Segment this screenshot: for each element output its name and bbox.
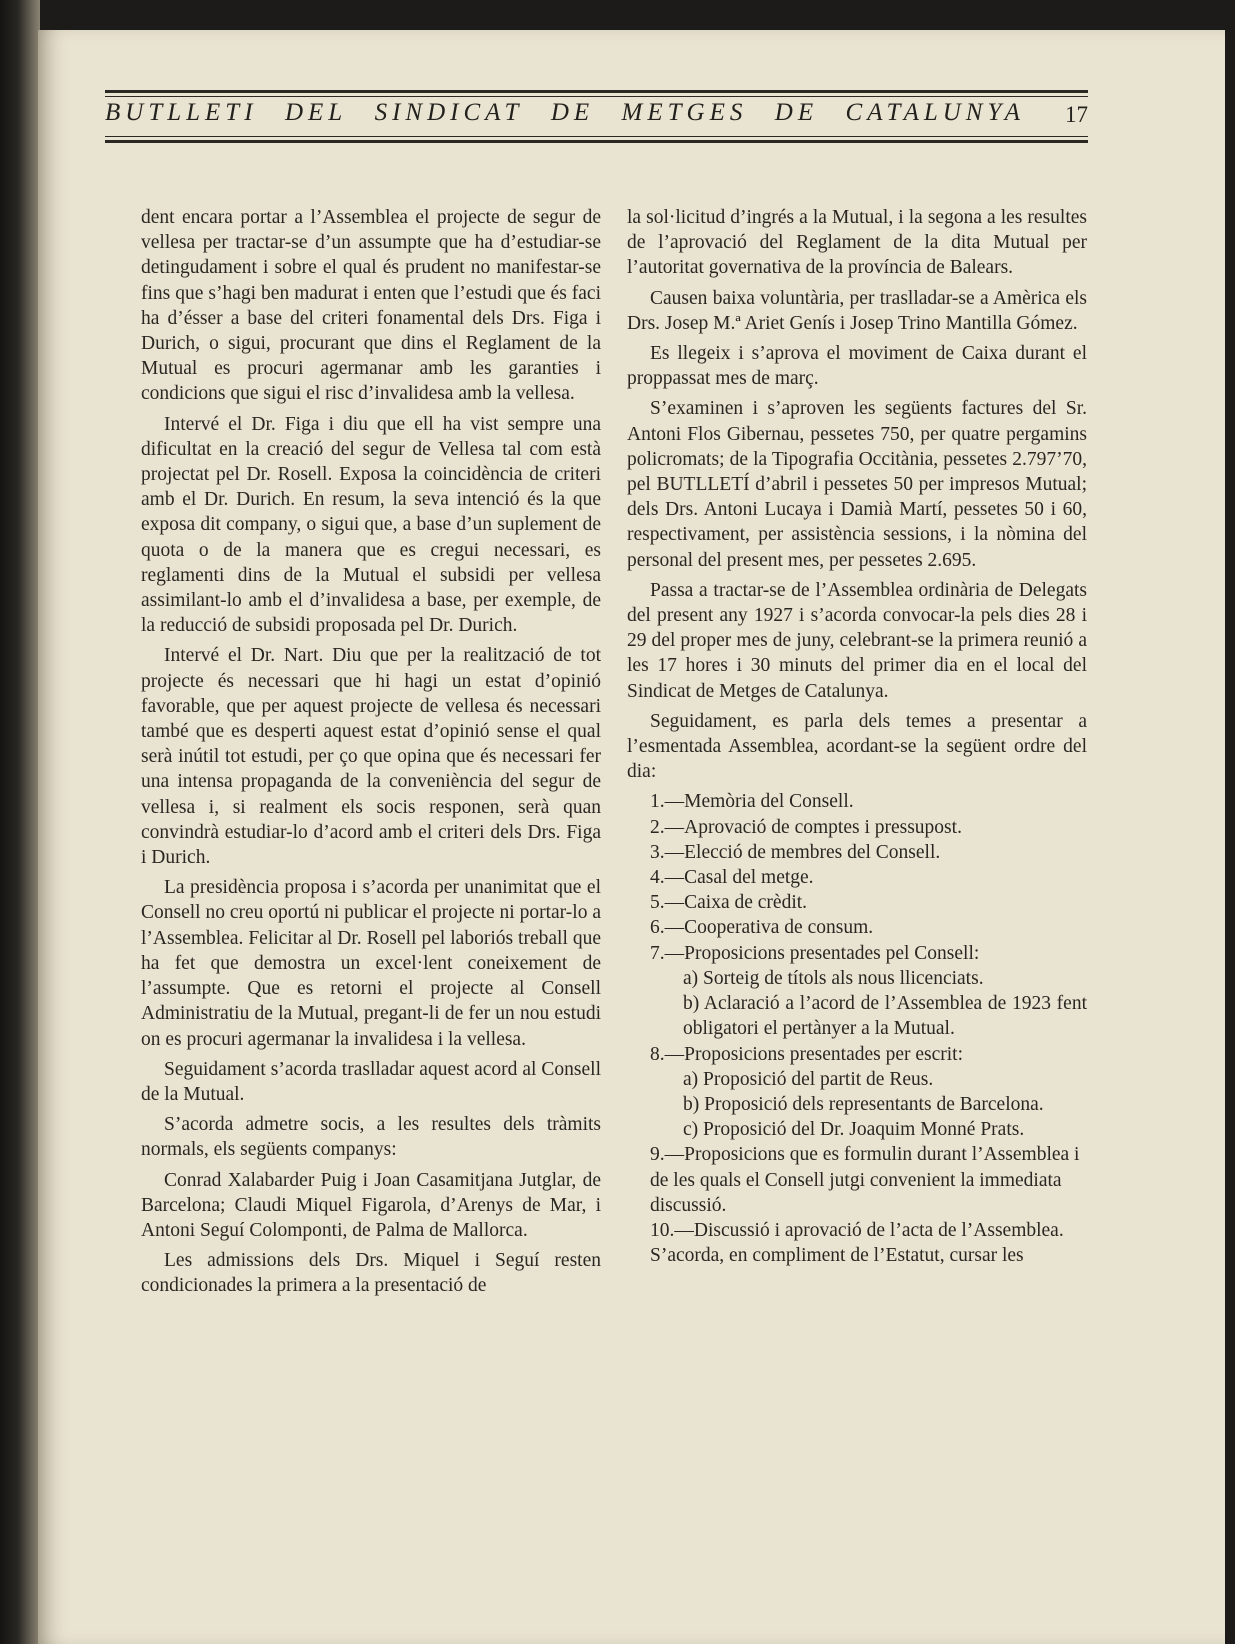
agenda-subitem: c) Proposició del Dr. Joaquim Monné Prats. (683, 1119, 1025, 1141)
agenda-item: 5.—Caixa de crèdit. (650, 892, 808, 914)
header-rule-bottom (105, 140, 1088, 143)
agenda-item: 1.—Memòria del Consell. (650, 791, 854, 813)
agenda-item: 4.—Casal del metge. (650, 867, 814, 889)
paragraph: S’acorda admetre socis, a les resultes dels tràmits normals, els següents companys: (141, 1114, 601, 1161)
paragraph: la sol·licitud d’ingrés a la Mutual, i la segona a les resultes de l’aprovació del Reglament de la dita Mutual per l’autoritat governativa de la província de Balears. (627, 207, 1087, 279)
paragraph: Seguidament, es parla dels temes a presentar a l’esmentada Assemblea, acordant-se la següent ordre del dia: (627, 710, 1087, 783)
agenda-subitem: b) Aclaració a l’acord de l’Assemblea de 1923 fent obligatori el pertànyer a la Mutual. (683, 993, 1087, 1040)
title-word: CATALUNYA (845, 99, 1025, 126)
agenda-item: 2.—Aprovació de comptes i pressupost. (650, 816, 962, 838)
paragraph: La presidència proposa i s’acorda per unanimitat que el Consell no creu oportú ni publicar el projecte ni portar-lo a l’Assemblea. Felicitar al Dr. Rosell pel laboriós treball que ha fet que demostra un excel·lent coneixement de l’assumpte. Que es retorni el projecte al Consell Administratiu de la Mutual, pregant-li de fer un nou estudi on es procuri agermanar la invalidesa i la vellesa. (141, 877, 601, 1050)
title-word: METGES (621, 99, 748, 126)
running-header (105, 90, 1088, 160)
agenda-item: 8.—Proposicions presentades per escrit: (650, 1043, 964, 1065)
page-number: 17 (1065, 102, 1088, 127)
paragraph: dent encara portar a l’Assemblea el projecte de segur de vellesa per tractar-se d’un assumpte que ha d’estudiar-se detingudament i sobre el qual és prudent no manifestar-se fins que s’hagi ben madurat i enten que l’estudi que és faci ha d’ésser a base del criteri fonamental dels Drs. Figa i Durich, o sigui, procurant que dins el Reglament de la Mutual es procuri agermanar amb les garanties i condicions que sigui el risc d’invalidesa amb la vellesa. (141, 207, 601, 405)
header-rule-bottom-thin (105, 136, 1088, 137)
title-word: SINDICAT (374, 99, 524, 126)
paragraph: S’examinen i s’aproven les següents factures del Sr. Antoni Flos Gibernau, pessetes 750, per quatre pergamins policromats; de la Tipografia Occitània, pessetes 2.797’70, pel BUTLLETÍ d’abril i pessetes 50 per impresos Mutual; dels Drs. Antoni Lucaya i Damià Martí, pessetes 50 i 60, respectivament, per assistència sessions, i la nòmina del personal del present mes, per pessetes 2.695. (627, 398, 1087, 571)
paragraph: Les admissions dels Drs. Miquel i Seguí resten condicionades la primera a la presentació de (141, 1250, 601, 1297)
title-word: DE (550, 99, 595, 126)
agenda-item: 10.—Discussió i aprovació de l’acta de l’Assemblea. (650, 1219, 1064, 1241)
paragraph: Causen baixa voluntària, per traslladar-se a Amèrica els Drs. Josep M.ª Ariet Genís i Josep Trino Mantilla Gómez. (627, 287, 1087, 334)
header-rule-top-thin (105, 96, 1088, 97)
title-word: DE (774, 99, 819, 126)
agenda-subitem: b) Proposició dels representants de Barcelona. (683, 1093, 1044, 1115)
book-spine (0, 0, 40, 1644)
title-word: DEL (284, 99, 348, 126)
paragraph: Intervé el Dr. Nart. Diu que per la realització de tot projecte és necessari que hi hagi un estat d’opinió favorable, que per aquest projecte de vellesa és necessari també que es desperti aquest estat d’opinió sense el qual serà inútil tot estudi, per ço que opina que és necessari fer una intensa propaganda de la conveniència del segur de vellesa i, si realment els socis responen, serà quan convindrà estudiar-lo d’acord amb el criteri dels Drs. Figa i Durich. (141, 645, 601, 869)
right-column (627, 205, 1087, 1268)
journal-title (105, 99, 1025, 127)
paragraph: Intervé el Dr. Figa i diu que ell ha vist sempre una dificultat en la creació del segur de Vellesa tal com està projectat pel Dr. Rosell. Exposa la coincidència de criteri amb el Dr. Durich. En resum, la seva intenció és la que exposa dit company, o sigui que, a base d’un suplement de quota o de la manera que es cregui necessari, es reglamenti dins de la Mutual el subsidi per vellesa assimilant-lo amb el d’invalidesa a base, per exemple, de la reducció de subsidi proposada pel Dr. Durich. (141, 413, 601, 637)
left-column (141, 205, 601, 1299)
paragraph: S’acorda, en compliment de l’Estatut, cursar les (650, 1245, 1024, 1267)
agenda-subitem: a) Proposició del partit de Reus. (683, 1068, 934, 1090)
title-word: BUTLLETI (105, 99, 258, 126)
header-rule-top (105, 90, 1088, 93)
agenda-item: 7.—Proposicions presentades pel Consell: (650, 942, 980, 964)
paragraph: Passa a tractar-se de l’Assemblea ordinària de Delegats del present any 1927 i s’acorda convocar-la pels dies 28 i 29 del proper mes de juny, celebrant-se la primera reunió a les 17 hores i 30 minuts del primer dia en el local del Sindicat de Metges de Catalunya. (627, 579, 1087, 702)
paragraph: Conrad Xalabarder Puig i Joan Casamitjana Jutglar, de Barcelona; Claudi Miquel Figarola, d’Arenys de Mar, i Antoni Seguí Colomponti, de Palma de Mallorca. (141, 1169, 601, 1241)
agenda-item: 9.—Proposicions que es formulin durant l’Assemblea i de les quals el Consell jutgi convenient la immediata discussió. (650, 1144, 1080, 1216)
paragraph: Seguidament s’acorda traslladar aquest acord al Consell de la Mutual. (141, 1058, 601, 1105)
agenda-subitem: a) Sorteig de títols als nous llicenciats. (683, 967, 984, 989)
agenda-item: 3.—Elecció de membres del Consell. (650, 841, 941, 863)
agenda-item: 6.—Cooperativa de consum. (650, 917, 874, 939)
paragraph: Es llegeix i s’aprova el moviment de Caixa durant el proppassat mes de març. (627, 343, 1087, 390)
